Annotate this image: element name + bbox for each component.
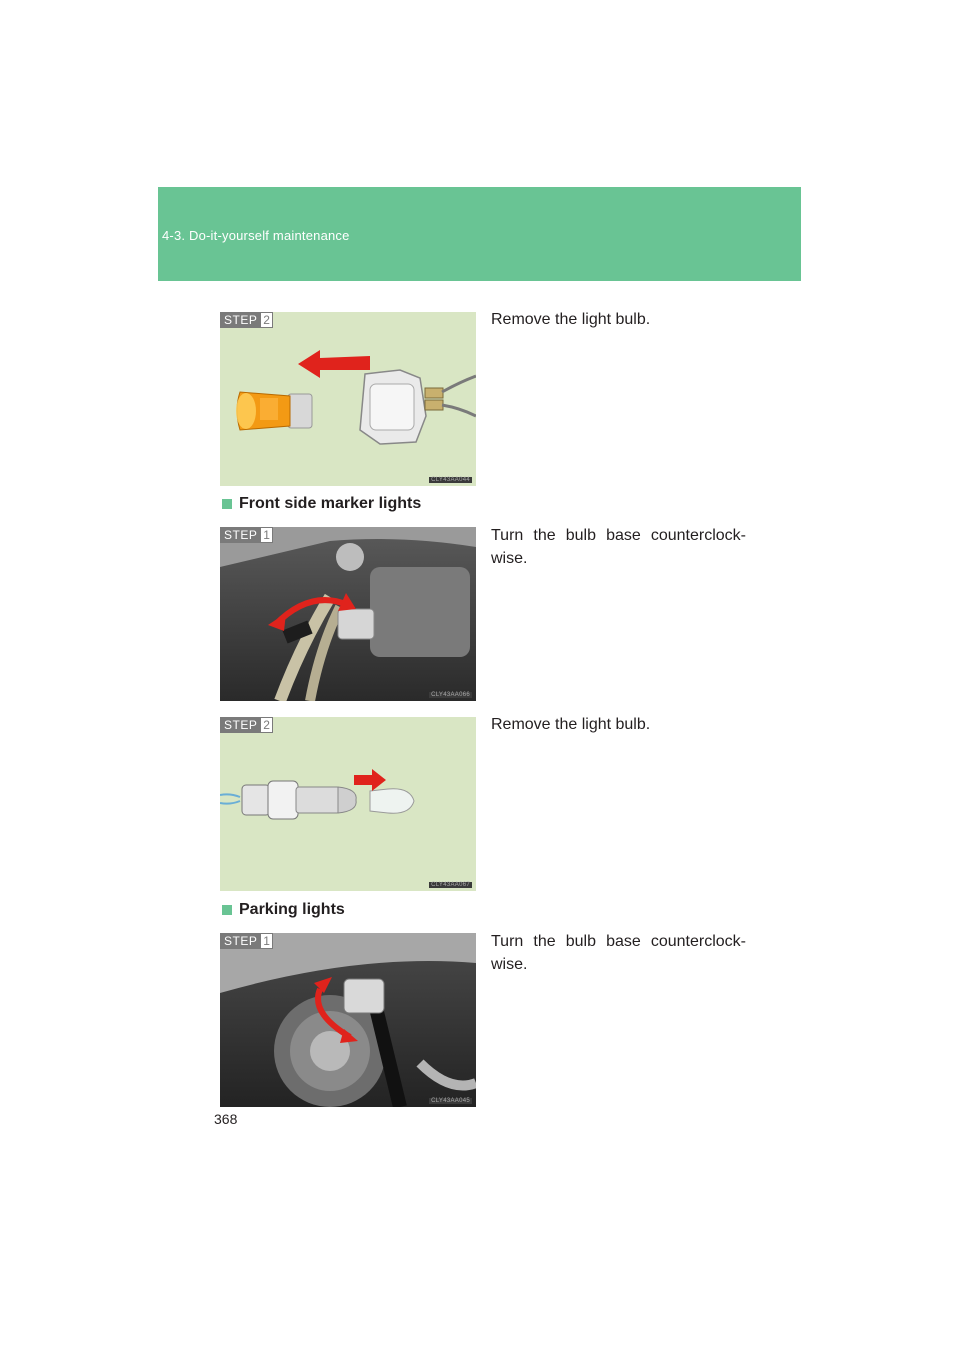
figure-turn-base-marker: [220, 527, 476, 701]
figure-code: CLY43AA066: [431, 692, 470, 698]
figure-code: CLY43AA045: [431, 1098, 470, 1104]
figure-code: CLY43AA044: [431, 477, 470, 483]
step-badge: STEP 2: [220, 717, 273, 733]
subheading-parking-lights: Parking lights: [222, 901, 345, 919]
page-number: 368: [214, 1111, 238, 1127]
instruction-text: Remove the light bulb.: [491, 716, 651, 733]
bulb-socket-icon: [242, 781, 356, 819]
instruction-text: Turn the bulb base counterclock-wise.: [491, 527, 746, 567]
instruction-text: Remove the light bulb.: [491, 311, 651, 328]
step-badge: STEP 2: [220, 312, 273, 328]
step-badge: STEP 1: [220, 527, 273, 543]
wedge-bulb-icon: [370, 789, 414, 814]
parking-socket-illustration: [220, 933, 476, 1107]
figure-turn-base-parking: [220, 933, 476, 1107]
header-band: [158, 187, 801, 281]
wedge-bulb-illustration: [220, 717, 476, 891]
figure-remove-bulb-marker: [220, 717, 476, 891]
square-bullet-icon: [222, 905, 232, 915]
figure-code: CLY43AA067: [431, 882, 470, 888]
marker-socket-illustration: [220, 527, 476, 701]
bulb-removal-illustration: [220, 312, 476, 486]
amber-bulb-icon: [236, 392, 312, 430]
square-bullet-icon: [222, 499, 232, 509]
instruction-text: Turn the bulb base counterclock-wise.: [491, 933, 746, 973]
subheading-front-side-marker: Front side marker lights: [222, 495, 421, 513]
figure-remove-bulb-amber: [220, 312, 476, 486]
step-badge: STEP 1: [220, 933, 273, 949]
section-title: 4-3. Do-it-yourself maintenance: [162, 228, 350, 243]
